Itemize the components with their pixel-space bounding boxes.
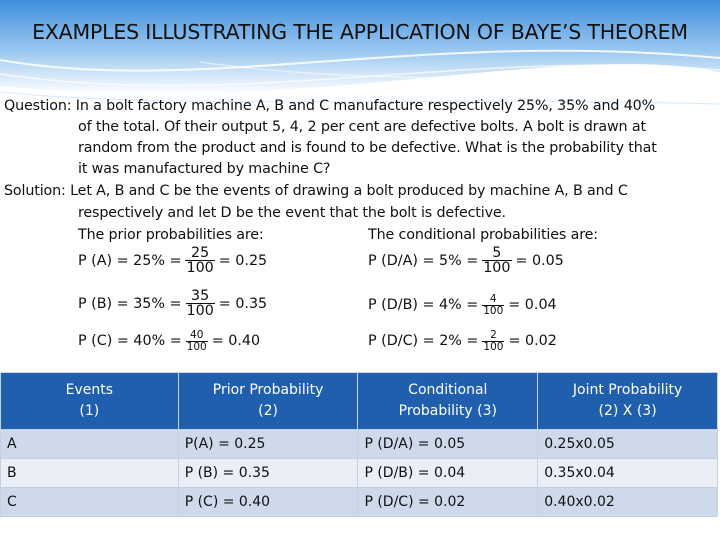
cell-event: C (1, 488, 179, 517)
fraction (482, 246, 511, 276)
equation-rhs: = 0.25 (218, 252, 268, 269)
conditional-equation-b (368, 294, 557, 316)
probability-table (0, 372, 718, 517)
header-line: (1) (79, 403, 100, 419)
table-row (1, 488, 718, 517)
equation-lhs: P (D/C) = 2% = (368, 333, 479, 349)
solution-line-2: respectively and let D be the event that the bolt is defective. (78, 205, 506, 221)
cell-joint: 0.40x0.02 (538, 488, 718, 517)
table-header-row (1, 373, 718, 430)
header-events (1, 373, 179, 430)
denominator: 100 (483, 340, 504, 353)
denominator: 100 (483, 304, 504, 317)
cell-prior: P (B) = 0.35 (178, 459, 358, 488)
cell-conditional: P (D/A) = 0.05 (358, 430, 538, 459)
table-row (1, 459, 718, 488)
header-prior (178, 373, 358, 430)
question-line-1: Question: In a bolt factory machine A, B and C manufacture respectively 25%, 35% and 40% (4, 98, 656, 114)
cell-event: B (1, 459, 179, 488)
conditional-equation-c (368, 330, 557, 352)
cell-event: A (1, 430, 179, 459)
cell-conditional: P (D/B) = 0.04 (358, 459, 538, 488)
prior-equation-c (78, 330, 260, 352)
cell-conditional: P (D/C) = 0.02 (358, 488, 538, 517)
header-line: (2) X (3) (598, 403, 657, 419)
denominator: 100 (186, 303, 214, 320)
header-joint (538, 373, 718, 430)
conditional-equation-a (368, 246, 564, 276)
header-line: (2) (258, 403, 278, 419)
fraction (186, 289, 215, 319)
equation-lhs: P (B) = 35% = (78, 295, 182, 312)
numerator: 25 (191, 245, 210, 261)
header-conditional (358, 373, 538, 430)
header-line: Conditional (408, 382, 488, 398)
fraction (482, 330, 504, 352)
solution-line-1: Solution: Let A, B and C be the events of drawing a bolt produced by machine A, B and C (4, 183, 628, 199)
equation-rhs: = 0.04 (508, 297, 557, 313)
fraction (482, 294, 504, 316)
denominator: 100 (483, 260, 511, 277)
prior-equation-a (78, 246, 267, 276)
question-line-2: of the total. Of their output 5, 4, 2 per cent are defective bolts. A bolt is drawn at (78, 119, 646, 135)
numerator: 35 (191, 288, 210, 304)
numerator: 2 (490, 329, 497, 341)
equation-rhs: = 0.05 (515, 252, 564, 269)
equation-lhs: P (C) = 40% = (78, 333, 182, 349)
question-line-4: it was manufactured by machine C? (78, 161, 331, 177)
equation-lhs: P (D/B) = 4% = (368, 297, 479, 313)
slide-title: EXAMPLES ILLUSTRATING THE APPLICATION OF BAYE’S THEOREM (32, 20, 688, 44)
denominator: 100 (186, 260, 214, 277)
cell-joint: 0.25x0.05 (538, 430, 718, 459)
fraction (185, 246, 214, 276)
denominator: 100 (186, 340, 207, 353)
prior-heading: The prior probabilities are: (78, 227, 264, 243)
fraction (186, 330, 208, 352)
numerator: 40 (190, 329, 204, 341)
numerator: 4 (489, 293, 497, 305)
cell-prior: P (C) = 0.40 (178, 488, 358, 517)
equation-lhs: P (D/A) = 5% = (368, 252, 479, 269)
cell-prior: P(A) = 0.25 (178, 430, 358, 459)
conditional-heading: The conditional probabilities are: (368, 227, 598, 243)
prior-equation-b (78, 289, 267, 319)
header-line: Probability (3) (398, 403, 497, 419)
equation-rhs: = 0.40 (211, 333, 261, 349)
header-line: Events (65, 382, 114, 398)
cell-joint: 0.35x0.04 (538, 459, 718, 488)
table-row (1, 430, 718, 459)
question-line-3: random from the product and is found to be defective. What is the probability that (78, 140, 657, 156)
equation-lhs: P (A) = 25% = (78, 252, 182, 269)
equation-rhs: = 0.02 (508, 333, 557, 349)
header-line: Joint Probability (572, 382, 683, 398)
equation-rhs: = 0.35 (218, 295, 268, 312)
header-line: Prior Probability (212, 382, 324, 398)
numerator: 5 (492, 245, 502, 261)
